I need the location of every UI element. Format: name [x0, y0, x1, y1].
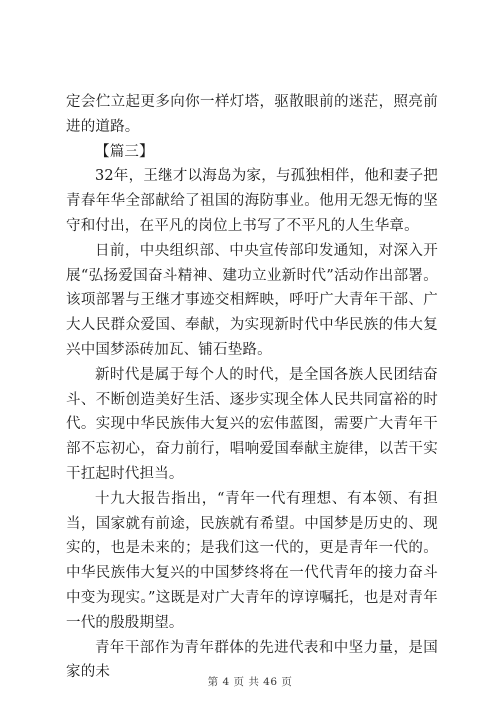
- paragraph-report-quote: 十九大报告指出，“青年一代有理想、有本领、有担当，国家就有前途，民族就有希望。中国梦是历史的、现实的，也是未来的；是我们这一代的，更是青年一代的。中华民族伟大复兴的中国梦终将在一代代青年的接力奋斗中变为现实。”这既是对广大青年的谆谆嘱托，也是对青年一代的殷殷期望。: [66, 490, 438, 631]
- paragraph-continuation: 定会伫立起更多向你一样灯塔，驱散眼前的迷茫，照亮前进的道路。: [66, 94, 438, 135]
- paragraph-young-cadres: 青年干部作为青年群体的先进代表和中坚力量，是国家的未: [66, 639, 438, 681]
- paragraph-wang-jicai: 32年，王继才以海岛为家，与孤独相伴，他和妻子把青春年华全部献给了祖国的海防事业。他用无怨无悔的坚守和付出，在平凡的岗位上书写了不平凡的人生华章。: [66, 168, 438, 234]
- section-heading: 【篇三】: [95, 143, 154, 160]
- page-number-footer: 第 4 页 共 46 页: [207, 676, 293, 688]
- paragraph-new-era: 新时代是属于每个人的时代，是全国各族人民团结奋斗、不断创造美好生活、逐步实现全体人民共同富裕的时代。实现中华民族伟大复兴的宏伟蓝图，需要广大青年干部不忘初心，奋力前行，唱响爱国奉献主旋律，以苦干实干扛起时代担当。: [66, 366, 438, 482]
- paragraph-notice: 日前，中央组织部、中央宣传部印发通知，对深入开展“弘扬爱国奋斗精神、建功立业新时代”活动作出部署。该项部署与王继才事迹交相辉映，呼吁广大青年干部、广大人民群众爱国、奉献，为实现新时代中华民族的伟大复兴中国梦添砖加瓦、铺石垫路。: [66, 242, 438, 358]
- document-body: [66, 90, 438, 685]
